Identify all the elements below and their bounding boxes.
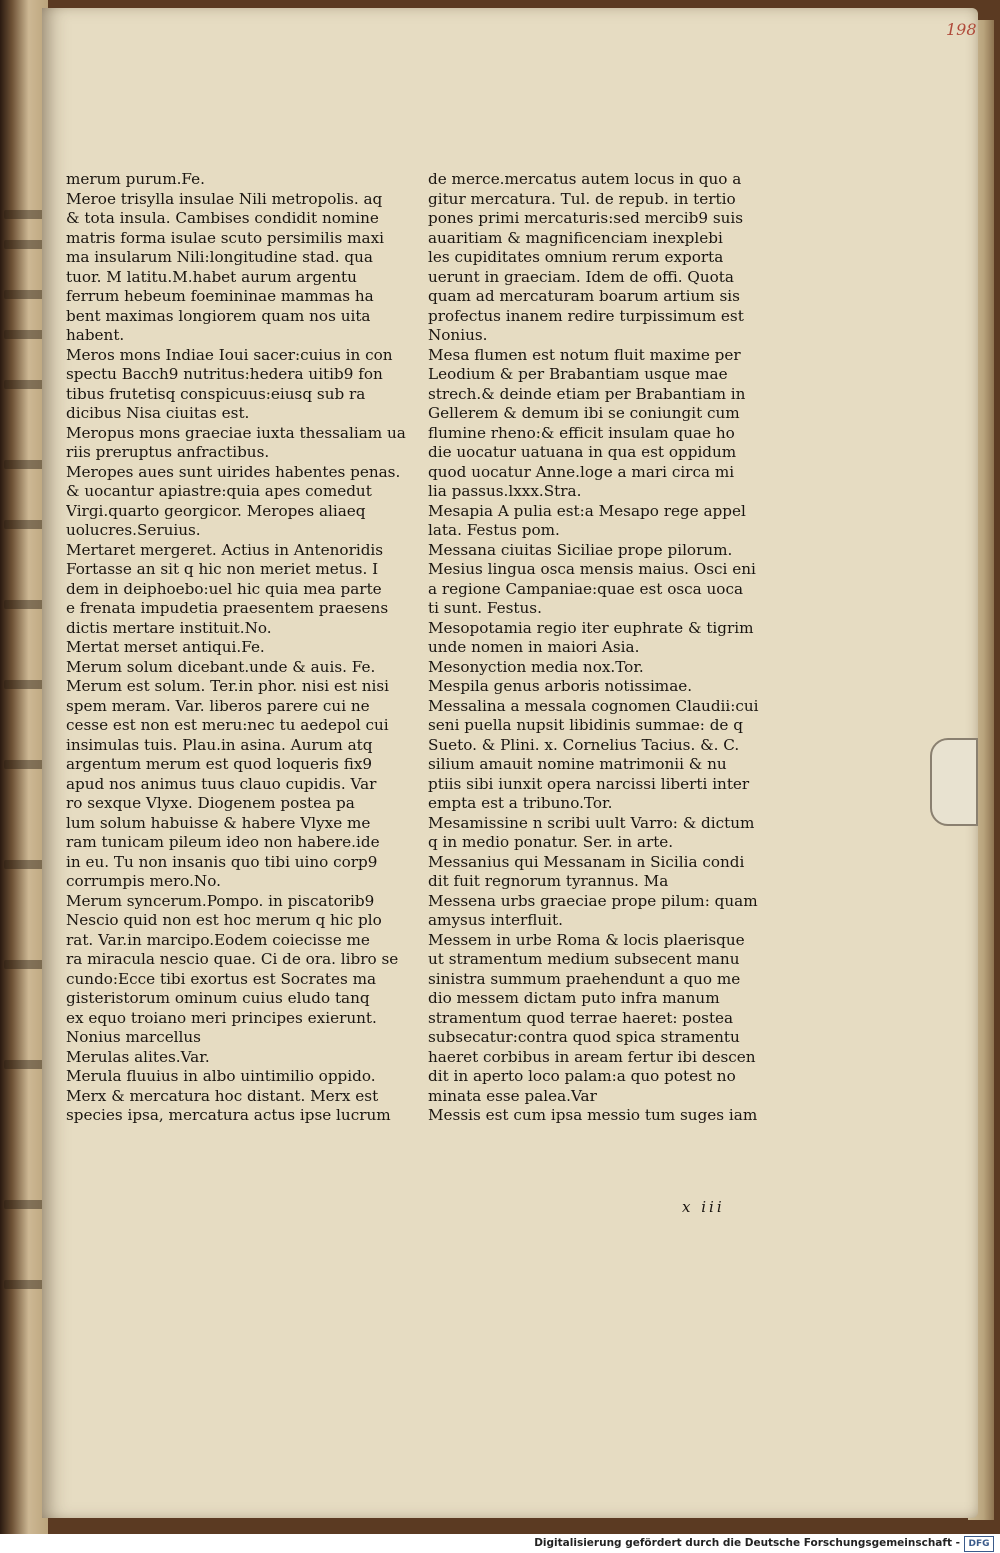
text-line: Merula fluuius in albo uintimilio oppido. (66, 1067, 376, 1085)
text-line: cundo:Ecce tibi exortus est Socrates ma (66, 969, 377, 988)
text-line: Merum syncerum.Pompo. in piscatorib9 (66, 891, 375, 910)
text-line: Messanius qui Messanam in Sicilia condi (428, 852, 745, 871)
text-line: q in medio ponatur. Ser. in arte. (428, 833, 674, 851)
right-text-column (428, 170, 768, 1126)
text-line: spem meram. Var. liberos parere cui ne (66, 696, 370, 715)
text-line: Meroe trisylla insulae Nili metropolis. aq (66, 189, 383, 208)
text-line: pones primi mercaturis:sed mercib9 suis (428, 209, 744, 227)
text-line: ptiis sibi iunxit opera narcissi liberti inter (428, 774, 750, 793)
text-line: dem in deiphoebo:uel hic quia mea parte (66, 579, 382, 598)
text-line: lia passus.lxxx.Stra. (428, 482, 582, 500)
text-line: Nonius marcellus (66, 1028, 201, 1046)
text-line: Gellerem & demum ibi se coniungit cum (428, 404, 740, 422)
text-line: haeret corbibus in aream fertur ibi descen (428, 1047, 756, 1066)
text-line: dictis mertare instituit.No. (66, 618, 272, 637)
text-line: species ipsa, mercatura actus ipse lucrum (66, 1106, 391, 1124)
text-line: a regione Campaniae:quae est osca uoca (428, 579, 743, 598)
left-page-edge (0, 0, 48, 1553)
footer-credit: Digitalisierung gefördert durch die Deutsche Forschungsgemeinschaft - (534, 1537, 960, 1549)
text-line: quod uocatur Anne.loge a mari circa mi (428, 462, 735, 481)
text-line: ti sunt. Festus. (428, 599, 542, 617)
text-line: corrumpis mero.No. (66, 872, 221, 890)
text-line: dicibus Nisa ciuitas est. (66, 404, 250, 422)
text-line: ra miracula nescio quae. Ci de ora. libro se (66, 950, 399, 968)
text-line: Virgi.quarto georgicor. Meropes aliaeq (66, 501, 366, 520)
text-line: matris forma isulae scuto persimilis maxi (66, 228, 385, 247)
text-line: subsecatur:contra quod spica stramentu (428, 1028, 740, 1046)
text-line: Mertaret mergeret. Actius in Antenoridis (66, 540, 384, 559)
text-line: silium amauit nomine matrimonii & nu (428, 755, 727, 773)
text-line: & tota insula. Cambises condidit nomine (66, 209, 379, 227)
dfg-logo: DFG (964, 1536, 994, 1552)
text-line: quam ad mercaturam boarum artium sis (428, 287, 740, 305)
text-line: Meros mons Indiae Ioui sacer:cuius in con (66, 345, 393, 364)
text-line: Mesapia A pulia est:a Mesapo rege appel (428, 501, 746, 520)
signature-mark: x iii (682, 1198, 725, 1216)
text-line: les cupiditates omnium rerum exporta (428, 248, 724, 266)
text-line: Nescio quid non est hoc merum q hic plo (66, 911, 382, 929)
text-line: amysus interfluit. (428, 911, 563, 929)
text-line: Merulas alites.Var. (66, 1047, 210, 1066)
text-line: Mesius lingua osca mensis maius. Osci eni (428, 560, 756, 578)
text-line: bent maximas longiorem quam nos uita (66, 306, 371, 325)
text-line: Leodium & per Brabantiam usque mae (428, 365, 728, 383)
text-line: ferrum hebeum foemininae mammas ha (66, 287, 374, 305)
text-line: in eu. Tu non insanis quo tibi uino corp9 (66, 852, 378, 871)
text-line: Mesa flumen est notum fluit maxime per (428, 345, 741, 364)
text-line: empta est a tribuno.Tor. (428, 794, 613, 812)
text-line: gisteristorum ominum cuius eludo tanq (66, 989, 370, 1007)
text-line: flumine rheno:& efficit insulam quae ho (428, 423, 735, 442)
text-line: ro sexque Vlyxe. Diogenem postea pa (66, 794, 355, 812)
text-line: Messalina a messala cognomen Claudii:cui (428, 696, 759, 715)
text-line: dit in aperto loco palam:a quo potest no (428, 1067, 736, 1085)
text-line: merum purum.Fe. (66, 170, 205, 188)
text-line: Mesamissine n scribi uult Varro: & dictum (428, 813, 755, 832)
text-line: Fortasse an sit q hic non meriet metus. I (66, 560, 379, 578)
text-line: unde nomen in maiori Asia. (428, 638, 640, 656)
text-line: seni puella nupsit libidinis summae: de q (428, 716, 743, 734)
text-line: lum solum habuisse & habere Vlyxe me (66, 813, 371, 832)
text-line: cesse est non est meru:nec tu aedepol cui (66, 716, 389, 734)
text-line: gitur mercatura. Tul. de repub. in tertio (428, 189, 736, 208)
text-line: ut stramentum medium subsecent manu (428, 950, 740, 968)
text-line: die uocatur uatuana in qua est oppidum (428, 443, 737, 461)
text-line: lata. Festus pom. (428, 521, 560, 539)
text-line: habent. (66, 326, 125, 344)
text-line: Mesonyction media nox.Tor. (428, 657, 644, 676)
text-line: argentum merum est quod loqueris fix9 (66, 755, 373, 773)
text-line: Sueto. & Plini. x. Cornelius Tacius. &. C. (428, 735, 740, 754)
text-line: ma insularum Nili:longitudine stad. qua (66, 248, 373, 266)
text-line: de merce.mercatus autem locus in quo a (428, 170, 742, 188)
text-line: sinistra summum praehendunt a quo me (428, 969, 741, 988)
text-line: ex equo troiano meri principes exierunt. (66, 1008, 377, 1027)
text-line: rat. Var.in marcipo.Eodem coiecisse me (66, 930, 370, 949)
folio-number: 198 (946, 20, 977, 39)
text-line: dit fuit regnorum tyrannus. Ma (428, 872, 669, 890)
text-line: e frenata impudetia praesentem praesens (66, 599, 389, 617)
text-line: insimulas tuis. Plau.in asina. Aurum atq (66, 735, 373, 754)
text-line: auaritiam & magnificenciam inexplebi (428, 228, 723, 247)
text-line: riis preruptus anfractibus. (66, 443, 270, 461)
text-line: Meropes aues sunt uirides habentes penas. (66, 462, 401, 481)
text-line: Messem in urbe Roma & locis plaerisque (428, 930, 745, 949)
text-line: tibus frutetisq conspicuus:eiusq sub ra (66, 384, 366, 403)
text-line: minata esse palea.Var (428, 1086, 597, 1105)
text-line: Messena urbs graeciae prope pilum: quam (428, 891, 758, 910)
text-line: Merum est solum. Ter.in phor. nisi est nisi (66, 677, 389, 695)
text-line: profectus inanem redire turpissimum est (428, 306, 744, 325)
text-line: spectu Bacch9 nutritus:hedera uitib9 fon (66, 365, 383, 383)
text-line: Messis est cum ipsa messio tum suges iam (428, 1106, 758, 1124)
text-line: Messana ciuitas Siciliae prope pilorum. (428, 540, 733, 559)
footer-bar (0, 1534, 1000, 1553)
text-line: Mesopotamia regio iter euphrate & tigrim (428, 618, 754, 637)
text-line: Meropus mons graeciae iuxta thessaliam ua (66, 423, 406, 442)
text-line: ram tunicam pileum ideo non habere.ide (66, 833, 380, 851)
text-line: Merx & mercatura hoc distant. Merx est (66, 1086, 379, 1105)
text-line: Nonius. (428, 326, 488, 344)
text-line: strech.& deinde etiam per Brabantiam in (428, 384, 746, 403)
text-line: Mertat merset antiqui.Fe. (66, 638, 265, 656)
left-text-column (66, 170, 406, 1126)
text-line: stramentum quod terrae haeret: postea (428, 1008, 734, 1027)
text-line: uerunt in graeciam. Idem de offi. Quota (428, 267, 734, 286)
page-tab-marker (930, 738, 978, 826)
text-line: & uocantur apiastre:quia apes comedut (66, 482, 372, 500)
text-line: tuor. M latitu.M.habet aurum argentu (66, 267, 357, 286)
text-line: dio messem dictam puto infra manum (428, 989, 720, 1007)
text-line: Merum solum dicebant.unde & auis. Fe. (66, 657, 376, 676)
text-line: uolucres.Seruius. (66, 521, 201, 539)
text-line: Mespila genus arboris notissimae. (428, 677, 693, 695)
text-line: apud nos animus tuus clauo cupidis. Var (66, 774, 377, 793)
